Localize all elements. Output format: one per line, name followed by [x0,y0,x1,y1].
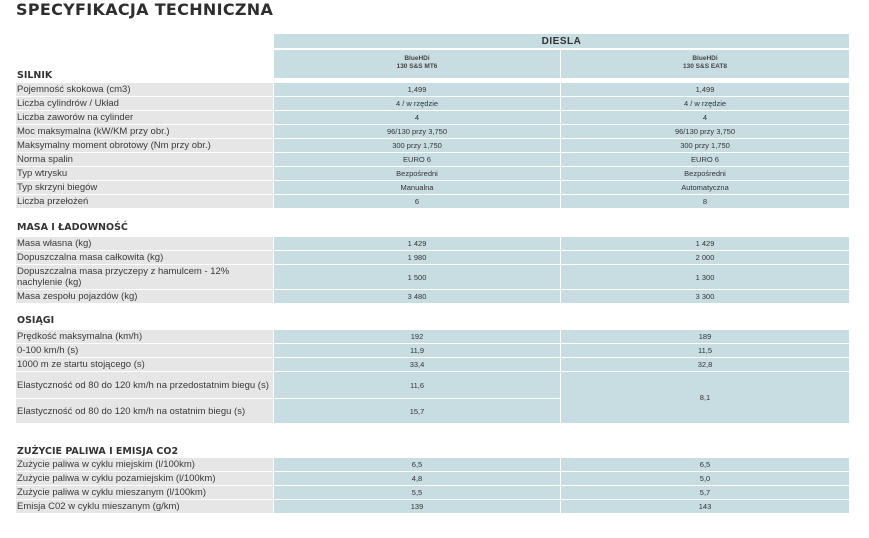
table-row [16,181,849,194]
value-eat8: 11,5 [561,344,849,357]
table-row [16,458,849,471]
value-eat8: 8 [561,195,849,208]
value-eat8-elasticity-merged: 8,1 [561,372,849,423]
table-row [16,358,849,371]
variant-header-line: 130 S&S EAT8 [683,63,727,70]
row-label: Elastyczność od 80 do 120 km/h na ostatnim biegu (s) [16,399,273,423]
value-eat8: Bezpośredni [561,167,849,180]
table-row [16,500,849,513]
row-label: Dopuszczalna masa przyczepy z hamulcem - 12% nachylenie (kg) [16,265,273,289]
value-mt6: 300 przy 1,750 [274,139,560,152]
table-row [16,167,849,180]
row-label: Dopuszczalna masa całkowita (kg) [16,251,273,264]
table-row [16,237,849,250]
row-label: Zużycie paliwa w cyklu pozamiejskim (l/100km) [16,472,273,485]
table-row [16,472,849,485]
section-title-mass: MASA I ŁADOWNOŚĆ [17,222,128,233]
value-mt6: 4 [274,111,560,124]
row-label: Moc maksymalna (kW/KM przy obr.) [16,125,273,138]
row-label: Masa zespołu pojazdów (kg) [16,290,273,303]
value-eat8: 32,8 [561,358,849,371]
variant-header-mt6 [274,50,560,78]
table-row [16,265,849,289]
value-mt6: 192 [274,330,560,343]
table-row [16,344,849,357]
row-label: 1000 m ze startu stojącego (s) [16,358,273,371]
table-row [16,111,849,124]
table-row [16,290,849,303]
value-mt6: 15,7 [274,399,560,423]
row-label: Liczba zaworów na cylinder [16,111,273,124]
row-label: Zużycie paliwa w cyklu miejskim (l/100km) [16,458,273,471]
value-mt6: 1 980 [274,251,560,264]
value-mt6: 6 [274,195,560,208]
value-eat8: 300 przy 1,750 [561,139,849,152]
row-label: Liczba cylindrów / Układ [16,97,273,110]
diesel-group-header: DIESLA [274,34,849,48]
row-label: Emisja C02 w cyklu mieszanym (g/km) [16,500,273,513]
table-row [16,83,849,96]
value-mt6: 3 480 [274,290,560,303]
variant-header-eat8 [561,50,849,78]
value-eat8: EURO 6 [561,153,849,166]
value-mt6: Manualna [274,181,560,194]
row-label: 0-100 km/h (s) [16,344,273,357]
section-title-fuel: ZUŻYCIE PALIWA I EMISJA CO2 [17,446,179,457]
value-mt6: Bezpośredni [274,167,560,180]
row-label: Pojemność skokowa (cm3) [16,83,273,96]
value-eat8: 143 [561,500,849,513]
value-mt6: 4,8 [274,472,560,485]
value-mt6: 6,5 [274,458,560,471]
row-label: Liczba przełożeń [16,195,273,208]
value-mt6: 1,499 [274,83,560,96]
value-mt6: 139 [274,500,560,513]
table-row [16,330,849,343]
value-eat8: 4 / w rzędzie [561,97,849,110]
variant-header-line: BlueHDi [692,55,718,62]
row-label: Elastyczność od 80 do 120 km/h na przedostatnim biegu (s) [16,372,273,398]
table-row [16,125,849,138]
row-label: Norma spalin [16,153,273,166]
value-mt6: 1 500 [274,265,560,289]
page-title: SPECYFIKACJA TECHNICZNA [16,0,274,19]
variant-header-line: 130 S&S MT6 [396,63,438,70]
value-mt6: 96/130 przy 3,750 [274,125,560,138]
value-eat8: 4 [561,111,849,124]
value-eat8: 189 [561,330,849,343]
row-label: Zużycie paliwa w cyklu mieszanym (l/100km) [16,486,273,499]
value-eat8: 3 300 [561,290,849,303]
table-row [16,139,849,152]
value-eat8: 1 300 [561,265,849,289]
table-row [16,251,849,264]
table-row [16,195,849,208]
variant-header-line: BlueHDi [404,55,430,62]
value-mt6: 33,4 [274,358,560,371]
table-row [16,97,849,110]
row-label: Prędkość maksymalna (km/h) [16,330,273,343]
value-mt6: 5,5 [274,486,560,499]
value-eat8: 5,7 [561,486,849,499]
row-label: Typ wtrysku [16,167,273,180]
value-eat8: 1,499 [561,83,849,96]
value-eat8: 6,5 [561,458,849,471]
value-mt6: 4 / w rzędzie [274,97,560,110]
section-title-performance: OSIĄGI [17,315,55,326]
value-mt6: 11,9 [274,344,560,357]
table-row [16,153,849,166]
value-eat8: 96/130 przy 3,750 [561,125,849,138]
row-label: Maksymalny moment obrotowy (Nm przy obr.) [16,139,273,152]
value-mt6: 1 429 [274,237,560,250]
value-eat8: 1 429 [561,237,849,250]
table-row [16,486,849,499]
row-label: Typ skrzyni biegów [16,181,273,194]
row-label: Masa własna (kg) [16,237,273,250]
value-mt6: 11,6 [274,372,560,398]
value-eat8: 2 000 [561,251,849,264]
value-eat8: 5,0 [561,472,849,485]
value-mt6: EURO 6 [274,153,560,166]
section-title-engine: SILNIK [17,70,53,81]
value-eat8: Automatyczna [561,181,849,194]
